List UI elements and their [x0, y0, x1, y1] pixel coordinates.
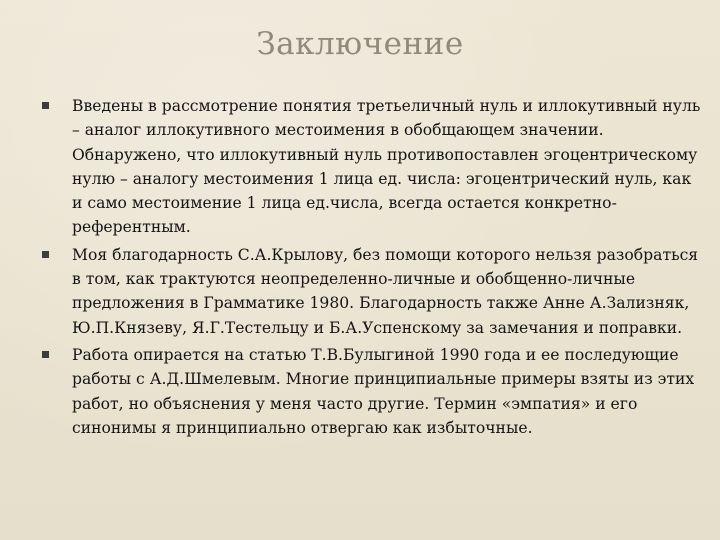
list-item — [42, 343, 702, 440]
square-bullet-icon — [42, 102, 49, 109]
list-item — [42, 94, 702, 240]
list-item-text: Введены в рассмотрение понятия третьеличный нуль и иллокутивный нуль – аналог иллокутивного местоимения в обобщающем значении. Обнаружено, что иллокутивный нуль противопоставлен эгоцентрическому нулю – аналогу местоимения 1 лица ед. числа: эгоцентрический нуль, как и само местоимение 1 лица ед.числа, всегда остается конкретно-референтным. — [72, 97, 701, 237]
slide-title: Заключение — [256, 26, 464, 62]
list-item — [42, 243, 702, 340]
square-bullet-icon — [42, 351, 49, 358]
bullet-list — [42, 94, 702, 443]
list-item-text: Моя благодарность С.А.Крылову, без помощи которого нельзя разобраться в том, как трактуются неопределенно-личные и обобщенно-личные предложения в Грамматике 1980. Благодарность также Анне А.Зализняк, Ю.П.Князеву, Я.Г.Тестельцу и Б.А.Успенскому за замечания и поправки. — [72, 245, 699, 337]
square-bullet-icon — [42, 251, 49, 258]
list-item-text: Работа опирается на статью Т.В.Булыгиной 1990 года и ее последующие работы с А.Д.Шмелевым. Многие принципиальные примеры взяты из этих работ, но объяснения у меня часто другие. Термин «эмпатия» и его синонимы я принципиально отвергаю как избыточные. — [72, 345, 695, 437]
